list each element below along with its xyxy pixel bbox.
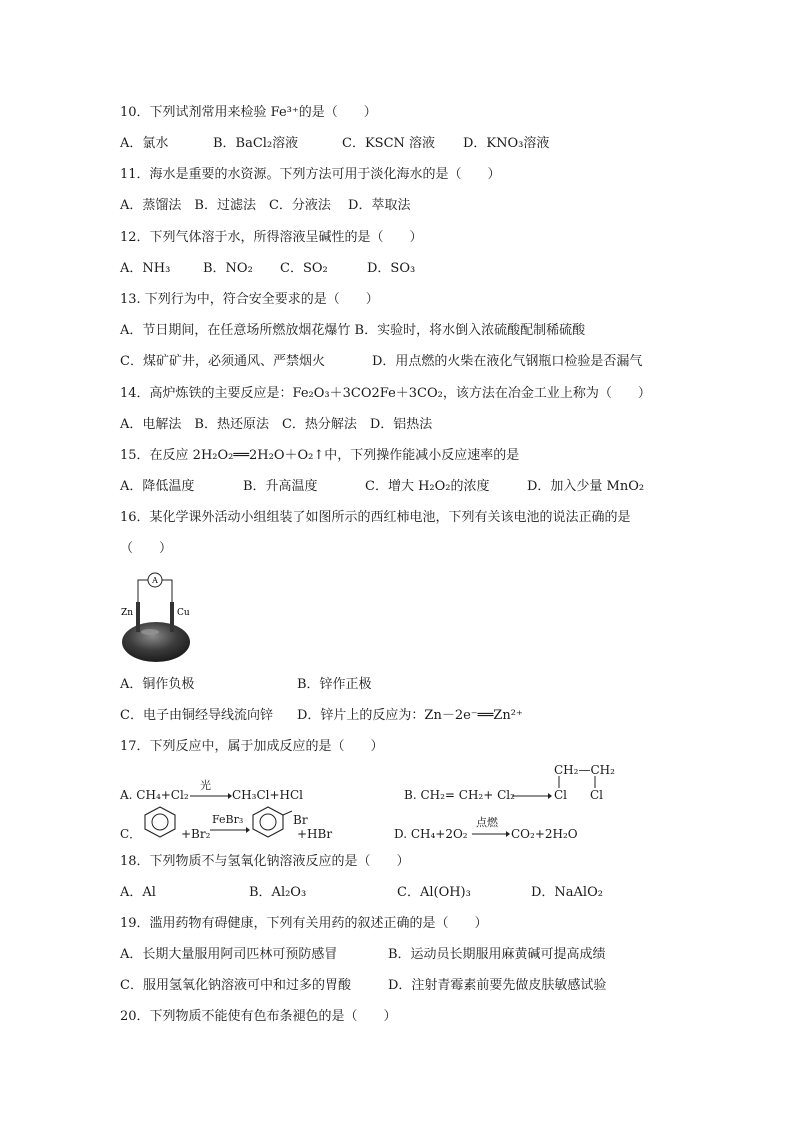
q17-stem: 17．下列反应中，属于加成反应的是（ ） <box>120 739 384 754</box>
q15-option-d: D．加入少量 MnO₂ <box>527 479 645 494</box>
q17-a-reactants: A. CH₄+Cl₂ <box>120 788 189 802</box>
q17-d-products: CO₂+2H₂O <box>511 827 578 841</box>
q19-option-b: B．运动员长期服用麻黄碱可提高成绩 <box>388 947 606 962</box>
q15-option-c: C．增大 H₂O₂的浓度 <box>365 479 490 494</box>
q17-a-arrow <box>190 792 232 800</box>
q17-c-label: C． <box>120 827 142 841</box>
q14-options: A．电解法 B．热还原法 C．热分解法 D．铝热法 <box>120 417 433 432</box>
q17-b-cl-left: Cl <box>554 788 568 802</box>
q19-option-a: A．长期大量服用阿司匹林可预防感冒 <box>120 947 338 962</box>
q18-option-d: D．NaAlO₂ <box>531 885 603 900</box>
q13-stem: 13. 下列行为中，符合安全要求的是（ ） <box>120 292 379 307</box>
q15-option-a: A．降低温度 <box>120 479 195 494</box>
q17-a-condition: 光 <box>200 779 211 792</box>
q14-stem: 14．高炉炼铁的主要反应是：Fe₂O₃＋3CO2Fe＋3CO₂，该方法在冶金工业上称为（ ） <box>120 386 651 401</box>
q17-b-reactants: B. CH₂= CH₂+ Cl₂ <box>404 788 515 802</box>
q17-d-reactants: D. CH₄+2O₂ <box>394 827 468 841</box>
q12-option-a: A．NH₃ <box>120 261 171 276</box>
q17-c-condition: FeBr₃ <box>212 813 244 826</box>
q10-option-c: C．KSCN 溶液 <box>342 136 436 151</box>
q15-stem: 15．在反应 2H₂O₂══2H₂O＋O₂↑中，下列操作能减小反应速率的是 <box>120 448 520 463</box>
q16-option-d: D．锌片上的反应为：Zn－2e⁻══Zn²⁺ <box>297 708 523 723</box>
q17-c-hbr: +HBr <box>297 827 333 841</box>
benzene-ring-icon <box>142 805 178 839</box>
q17-c-arrow <box>210 826 250 834</box>
q16-paren: （ ） <box>120 541 173 556</box>
q17-c-br2: +Br₂ <box>181 827 211 841</box>
q17-d-condition: 点燃 <box>476 816 498 829</box>
q13-option-d: D．用点燃的火柴在液化气钢瓶口检验是否漏气 <box>372 354 643 369</box>
q18-option-a: A．Al <box>120 885 156 900</box>
q11-options: A．蒸馏法 B．过滤法 C．分液法 D．萃取法 <box>120 198 411 213</box>
ammeter-label: A <box>152 576 158 585</box>
q17-c-br: Br <box>293 813 308 827</box>
q17-d-arrow <box>472 830 510 838</box>
q19-option-d: D．注射青霉素前要先做皮肤敏感试验 <box>388 978 607 993</box>
q10-option-b: B．BaCl₂溶液 <box>213 136 299 151</box>
q11-stem: 11．海水是重要的水资源。下列方法可用于淡化海水的是（ ） <box>120 167 501 182</box>
zn-label: Zn <box>121 608 134 618</box>
cu-label: Cu <box>177 608 190 618</box>
q12-option-c: C．SO₂ <box>280 261 328 276</box>
q19-option-c: C．服用氢氧化钠溶液可中和过多的胃酸 <box>120 978 351 993</box>
q17-b-cl-right: Cl <box>590 788 604 802</box>
q16-option-c: C．电子由铜经导线流向锌 <box>120 708 273 723</box>
q10-stem: 10．下列试剂常用来检验 Fe³⁺的是（ ） <box>120 105 377 120</box>
q13-options-ab: A．节日期间，在任意场所燃放烟花爆竹 B．实验时，将水倒入浓硫酸配制稀硫酸 <box>120 323 586 338</box>
q17-b-arrow <box>512 792 552 800</box>
q18-stem: 18．下列物质不与氢氧化钠溶液反应的是（ ） <box>120 854 410 869</box>
q16-stem: 16．某化学课外活动小组组装了如图所示的西红柿电池，下列有关该电池的说法正确的是 <box>120 510 631 525</box>
q20-stem: 20．下列物质不能使有色布条褪色的是（ ） <box>120 1009 397 1024</box>
q17-a-products: CH₃Cl+HCl <box>232 788 304 802</box>
q10-option-a: A．氯水 <box>120 136 169 151</box>
q15-option-b: B．升高温度 <box>243 479 318 494</box>
q19-stem: 19．滥用药物有碍健康，下列有关用药的叙述正确的是（ ） <box>120 916 488 931</box>
q18-option-c: C．Al(OH)₃ <box>397 885 471 900</box>
tomato <box>122 622 190 662</box>
q12-stem: 12．下列气体溶于水，所得溶液呈碱性的是（ ） <box>120 230 423 245</box>
q17-b-product-chain: CH₂—CH₂ <box>554 763 615 777</box>
q18-option-b: B．Al₂O₃ <box>249 885 307 900</box>
q10-option-d: D．KNO₃溶液 <box>463 136 550 151</box>
q16-option-b: B．锌作正极 <box>297 677 372 692</box>
tomato-battery-figure <box>116 566 196 664</box>
q13-option-c: C．煤矿矿井，必须通风、严禁烟火 <box>120 354 325 369</box>
q16-option-a: A．铜作负极 <box>120 677 195 692</box>
bromobenzene-ring-icon <box>250 805 294 839</box>
q12-option-d: D．SO₃ <box>367 261 416 276</box>
q12-option-b: B．NO₂ <box>203 261 253 276</box>
